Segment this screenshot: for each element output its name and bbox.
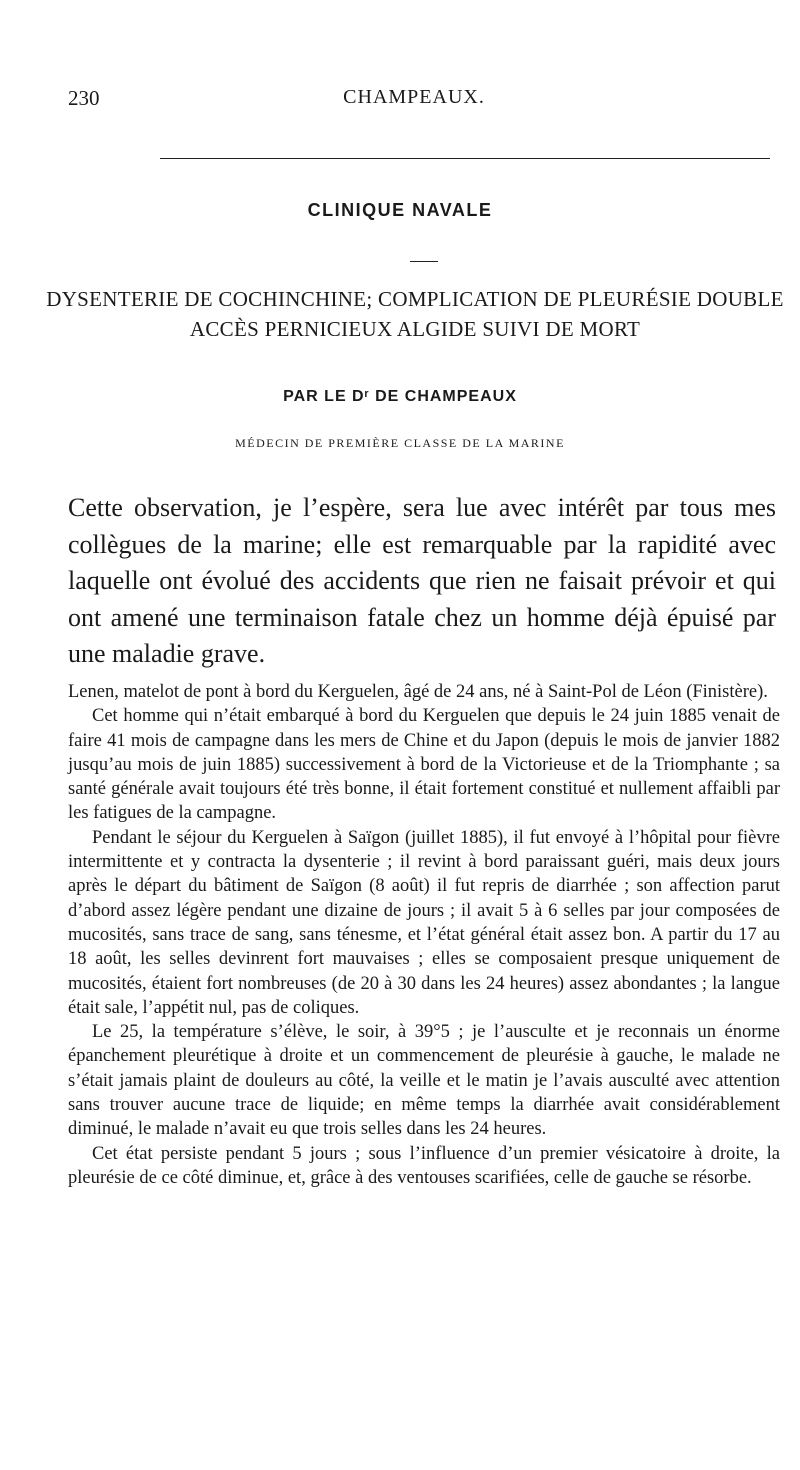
title-line-1: DYSENTERIE DE COCHINCHINE; COMPLICATION DE PLEURÉSIE DOUBLE — [46, 287, 784, 311]
running-head: CHAMPEAUX. — [343, 86, 485, 108]
paragraph: Cet homme qui n’était embarqué à bord du Kerguelen que depuis le 24 juin 1885 venait de faire 41 mois de campagne dans les mers de Chine et du Japon (depuis le mois de janvier 1882 jusqu’au mois de juin 1885) successivement à bord de la Victorieuse et de la Triomphante ; sa santé générale avait toujours été très bonne, il était fortement constitué et nullement affaibli par les fatigues de la campagne. — [68, 706, 780, 824]
author-affiliation: MÉDECIN DE PREMIÈRE CLASSE DE LA MARINE — [235, 436, 565, 450]
paragraph: Cet état persiste pendant 5 jours ; sous l’influence d’un premier vésicatoire à droite, la pleurésie de ce côté diminue, et, grâce à des ventouses scarifiées, celle de gauche se résorbe. — [68, 1143, 780, 1188]
section-dash — [410, 261, 438, 262]
running-header — [68, 86, 760, 118]
article-title — [40, 284, 790, 344]
header-rule — [160, 158, 770, 159]
paragraph: Le 25, la température s’élève, le soir, à 39°5 ; je l’ausculte et je reconnais un énorme épanchement pleurétique à droite et un commencement de pleurésie à gauche, le malade ne s’était jamais plaint de douleurs au côté, la veille et le matin je l’avais ausculté avec attention sans trouver aucune trace de liquide; en même temps la diarrhée avait considérablement diminué, le malade n’avait eu que trois selles dans les 24 heures. — [68, 1022, 780, 1140]
title-line-2: ACCÈS PERNICIEUX ALGIDE SUIVI DE MORT — [189, 317, 641, 341]
intro-paragraph: Cette observation, je l’espère, sera lue avec intérêt par tous mes collègues de la marine; elle est remarquable par la rapidité avec laquelle ont évolué des accidents que rien ne faisait prévoir et qui ont amené une terminaison fatale chez un homme déjà épuisé par une maladie grave. — [68, 493, 776, 668]
page-number: 230 — [68, 86, 100, 110]
paragraph: Pendant le séjour du Kerguelen à Saïgon (juillet 1885), il fut envoyé à l’hôpital pour fièvre intermittente et y contracta la dysenterie ; il revint à bord paraissant guéri, mais deux jours après le départ du bâtiment de Saïgon (8 août) il fut repris de diarrhée ; son affection parut d’abord assez légère pendant une dizaine de jours ; il avait 5 à 6 selles par jour composées de mucosités, sans trace de sang, sans ténesme, et l’état général était assez bon. A partir du 17 au 18 août, les selles devinrent fort mauvaises ; elles se composaient presque uniquement de mucosités, étaient fort nombreuses (de 20 à 30 dans les 24 heures) assez abondantes ; la langue était sale, l’appétit nul, pas de coliques. — [68, 827, 780, 1018]
section-heading: CLINIQUE NAVALE — [307, 200, 493, 220]
paragraph: Lenen, matelot de pont à bord du Kerguelen, âgé de 24 ans, né à Saint-Pol de Léon (Finistère). — [68, 682, 768, 702]
author-line: PAR LE Dʳ DE CHAMPEAUX — [283, 388, 517, 405]
body-text — [68, 680, 780, 1190]
